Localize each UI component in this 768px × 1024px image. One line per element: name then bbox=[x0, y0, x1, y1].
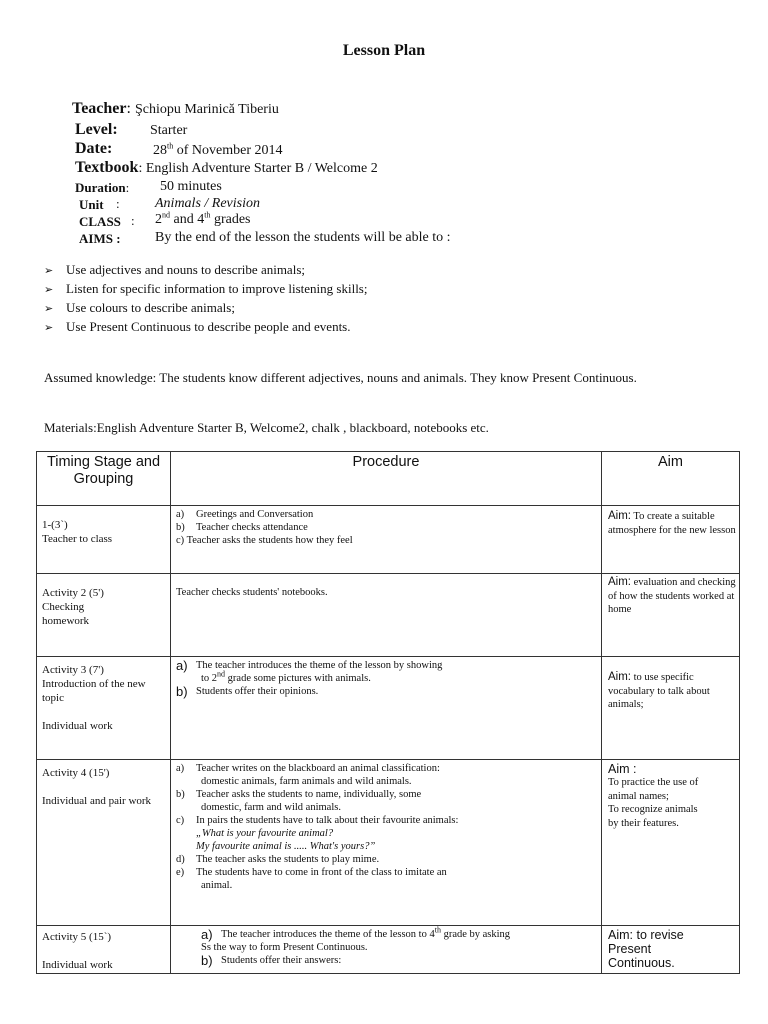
arrow-bullet-icon: ➢ bbox=[44, 265, 54, 277]
item-text: animal. bbox=[201, 880, 233, 891]
aims-value: By the end of the lesson the students will be able to : bbox=[155, 230, 451, 245]
item-marker: d) bbox=[176, 854, 185, 865]
item-marker: c) bbox=[176, 815, 185, 826]
item-text: Students offer their opinions. bbox=[196, 686, 319, 697]
procedure-item bbox=[176, 866, 598, 879]
aim-text: Aim: to revise Present Continuous. bbox=[608, 928, 684, 970]
timing-text: 1-(3`) bbox=[42, 519, 68, 531]
duration-colon: : bbox=[125, 180, 130, 195]
grouping-text: Individual and pair work bbox=[42, 795, 152, 807]
item-text: grade some pictures with animals. bbox=[225, 673, 371, 684]
list-item bbox=[44, 319, 367, 338]
aim-label: Aim: bbox=[608, 671, 631, 683]
aim-text: To recognize animals by their features. bbox=[608, 804, 698, 829]
aims-list bbox=[44, 262, 367, 338]
table-row bbox=[37, 760, 740, 926]
date-rest: of November 2014 bbox=[173, 143, 283, 158]
item-text: Teacher checks attendance bbox=[196, 522, 308, 533]
timing-text: Activity 4 (15') bbox=[42, 767, 110, 779]
header-timing: Timing Stage and Grouping bbox=[37, 452, 171, 506]
procedure-item bbox=[176, 685, 598, 698]
duration-value: 50 minutes bbox=[160, 179, 222, 194]
textbook-label: Textbook bbox=[75, 159, 139, 176]
item-sup: th bbox=[434, 925, 441, 935]
aim-label: Aim: bbox=[608, 576, 631, 588]
timing-cell bbox=[37, 574, 171, 657]
table-row bbox=[37, 574, 740, 657]
procedure-item bbox=[176, 954, 598, 967]
unit-label: Unit bbox=[79, 197, 104, 212]
item-marker: e) bbox=[176, 867, 185, 878]
date-sup: th bbox=[167, 141, 174, 151]
procedure-item bbox=[176, 814, 598, 827]
class-colon: : bbox=[131, 213, 135, 228]
class-and: and 4 bbox=[170, 212, 205, 227]
item-marker: b) bbox=[201, 953, 213, 968]
item-marker: b) bbox=[176, 789, 185, 800]
date-day: 28 bbox=[153, 143, 167, 158]
class-row bbox=[79, 213, 121, 231]
teacher-row bbox=[72, 100, 279, 118]
grouping-text: Individual work bbox=[42, 959, 113, 971]
item-text: domestic animals, farm animals and wild animals. bbox=[201, 776, 412, 787]
aim-text: Use adjectives and nouns to describe animals; bbox=[66, 262, 305, 277]
level-label: Level: bbox=[75, 121, 118, 138]
arrow-bullet-icon: ➢ bbox=[44, 322, 54, 334]
arrow-bullet-icon: ➢ bbox=[44, 284, 54, 296]
timing-cell bbox=[37, 760, 171, 926]
item-text: Students offer their answers: bbox=[221, 955, 342, 966]
unit-row bbox=[79, 196, 104, 214]
aim-text: Listen for specific information to improve listening skills; bbox=[66, 281, 368, 296]
aim-text: Use colours to describe animals; bbox=[66, 300, 235, 315]
materials: Materials:English Adventure Starter B, Welcome2, chalk , blackboard, notebooks etc. bbox=[44, 420, 489, 435]
timing-text: Activity 3 (7') bbox=[42, 664, 104, 676]
item-sup: nd bbox=[217, 669, 226, 679]
aims-label: AIMS : bbox=[79, 231, 121, 246]
procedure-cell bbox=[171, 506, 602, 574]
table-row bbox=[37, 506, 740, 574]
teacher-label: Teacher bbox=[72, 100, 127, 117]
grouping-text: Teacher to class bbox=[42, 533, 113, 545]
textbook-row bbox=[75, 159, 378, 177]
procedure-item bbox=[176, 788, 598, 801]
procedure-cell bbox=[171, 760, 602, 926]
item-marker: b) bbox=[176, 522, 185, 533]
procedure-item bbox=[176, 659, 598, 672]
list-item bbox=[44, 300, 367, 319]
aims-row bbox=[79, 230, 121, 248]
timing-text: Activity 2 (5') bbox=[42, 587, 104, 599]
aim-text: evaluation and checking of how the students worked at home bbox=[608, 577, 736, 615]
class-rest: grades bbox=[210, 212, 251, 227]
unit-colon: : bbox=[116, 196, 120, 211]
arrow-bullet-icon: ➢ bbox=[44, 303, 54, 315]
procedure-text: Teacher checks students' notebooks. bbox=[176, 587, 328, 598]
textbook-colon: : bbox=[138, 161, 143, 176]
header-procedure: Procedure bbox=[171, 452, 602, 506]
procedure-item bbox=[176, 925, 598, 942]
item-text: The students have to come in front of the class to imitate an bbox=[196, 867, 447, 878]
aim-cell bbox=[602, 574, 740, 657]
timing-cell bbox=[37, 926, 171, 974]
table-row bbox=[37, 926, 740, 974]
grouping-text: Checking homework bbox=[42, 601, 90, 627]
aim-cell bbox=[602, 760, 740, 926]
date-value bbox=[153, 143, 283, 159]
item-text: Teacher writes on the blackboard an animal classification: bbox=[196, 763, 440, 774]
procedure-item bbox=[176, 762, 598, 775]
timing-cell bbox=[37, 657, 171, 760]
date-row bbox=[75, 140, 112, 158]
item-text: grade by asking bbox=[440, 929, 511, 940]
procedure-item: c) Teacher asks the students how they feel bbox=[176, 535, 353, 546]
lesson-table bbox=[36, 451, 740, 974]
procedure-cell bbox=[171, 657, 602, 760]
item-text: domestic, farm and wild animals. bbox=[201, 802, 341, 813]
table-header-row bbox=[37, 452, 740, 506]
item-marker: b) bbox=[176, 684, 188, 699]
aim-cell bbox=[602, 506, 740, 574]
item-text: Ss the way to form Present Continuous. bbox=[201, 942, 368, 953]
list-item bbox=[44, 281, 367, 300]
aim-cell bbox=[602, 926, 740, 974]
procedure-item bbox=[176, 853, 598, 866]
item-text: The teacher introduces the theme of the lesson by showing bbox=[196, 660, 443, 671]
class-n1: 2 bbox=[155, 212, 162, 227]
aim-text: Use Present Continuous to describe people and events. bbox=[66, 319, 351, 334]
timing-text: Activity 5 (15`) bbox=[42, 931, 112, 943]
level-value: Starter bbox=[150, 123, 188, 138]
duration-row bbox=[75, 179, 129, 197]
textbook-value: English Adventure Starter B / Welcome 2 bbox=[142, 161, 378, 176]
item-marker: a) bbox=[176, 658, 188, 673]
aim-text: To create a suitable atmosphere for the new lesson bbox=[608, 511, 736, 536]
level-row bbox=[75, 121, 118, 139]
item-text: The teacher introduces the theme of the lesson to 4 bbox=[221, 929, 435, 940]
procedure-item bbox=[176, 521, 598, 534]
item-text: „What is your favourite animal? bbox=[196, 828, 334, 839]
procedure-cell bbox=[171, 926, 602, 974]
aim-cell bbox=[602, 657, 740, 760]
item-marker: a) bbox=[176, 763, 185, 774]
grouping-text: Individual work bbox=[42, 720, 113, 732]
item-text: In pairs the students have to talk about their favourite animals: bbox=[196, 815, 459, 826]
class-sup2: th bbox=[204, 210, 211, 220]
class-sup1: nd bbox=[162, 210, 170, 220]
aim-label: Aim: bbox=[608, 510, 631, 522]
unit-value: Animals / Revision bbox=[155, 196, 260, 211]
teacher-value: Şchiopu Marinică Tiberiu bbox=[134, 102, 279, 117]
procedure-item bbox=[176, 508, 598, 521]
item-text: The teacher asks the students to play mime. bbox=[196, 854, 380, 865]
date-label: Date: bbox=[75, 140, 113, 157]
assumed-knowledge: Assumed knowledge: The students know different adjectives, nouns and animals. They know Present Continuous. bbox=[44, 370, 637, 385]
item-text: Greetings and Conversation bbox=[196, 509, 314, 520]
procedure-cell bbox=[171, 574, 602, 657]
page-title: Lesson Plan bbox=[342, 42, 426, 59]
item-marker: a) bbox=[201, 927, 213, 942]
item-marker: a) bbox=[176, 509, 185, 520]
aim-text: to use specific vocabulary to talk about animals; bbox=[608, 672, 710, 710]
class-label: CLASS bbox=[79, 214, 121, 229]
class-value bbox=[155, 212, 251, 228]
item-text: Teacher asks the students to name, individually, some bbox=[196, 789, 422, 800]
grouping-text: Introduction of the new topic bbox=[42, 678, 146, 704]
item-text: to 2 bbox=[201, 673, 218, 684]
list-item bbox=[44, 262, 367, 281]
aim-label: Aim : bbox=[608, 762, 637, 776]
timing-cell bbox=[37, 506, 171, 574]
header-aim: Aim bbox=[602, 452, 740, 506]
teacher-colon: : bbox=[126, 100, 131, 117]
procedure-item-cont bbox=[176, 669, 598, 685]
aim-text: To practice the use of animal names; bbox=[608, 777, 699, 802]
table-row bbox=[37, 657, 740, 760]
duration-label: Duration bbox=[75, 180, 126, 195]
item-text: My favourite animal is ..... What's yours?” bbox=[196, 841, 376, 852]
